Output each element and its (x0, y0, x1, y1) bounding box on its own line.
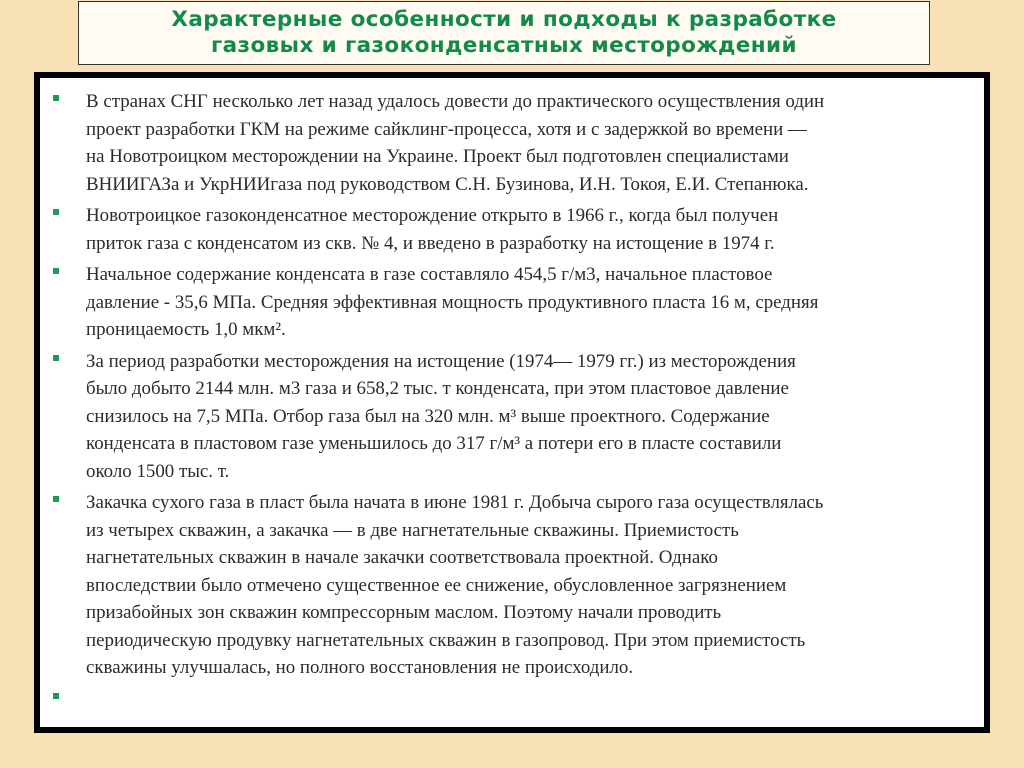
bullet-line: ВНИИГАЗа и УкрНИИгаза под руководством С.Н. Бузинова, И.Н. Токоя, Е.И. Степанюка. (86, 173, 809, 195)
bullet-line: на Новотроицком месторождении на Украине. Проект был подготовлен специалистами (86, 146, 789, 167)
bullet-line: снизилось на 7,5 МПа. Отбор газа был на 320 млн. м³ выше проектного. Содержание (86, 405, 770, 427)
bullet-line: Начальное содержание конденсата в газе составляло 454,5 г/м3, начальное пластовое (86, 264, 773, 285)
bullet-line: давление - 35,6 МПа. Средняя эффективная мощность продуктивного пласта 16 м, средняя (86, 291, 819, 313)
bullet-item-6-empty (40, 686, 974, 713)
bullet-line: скважины улучшалась, но полного восстановления не происходило. (86, 657, 634, 678)
bullet-text (86, 261, 974, 344)
bullet-list (40, 78, 984, 713)
bullet-line: проницаемость 1,0 мкм². (86, 319, 286, 340)
bullet-line: призабойных зон скважин компрессорным маслом. Поэтому начали проводить (86, 602, 722, 623)
bullet-marker-icon (53, 95, 59, 101)
bullet-marker-icon (53, 496, 59, 502)
bullet-item-4 (40, 348, 974, 486)
bullet-text (86, 348, 974, 486)
bullet-item-5 (40, 489, 974, 682)
bullet-text (86, 202, 974, 257)
bullet-line: периодическую продувку нагнетательных скважин в газопровод. При этом приемистость (86, 629, 806, 651)
slide-title (171, 7, 836, 59)
bullet-marker-icon (53, 693, 59, 699)
bullet-line: нагнетательных скважин в начале закачки соответствовала проектной. Однако (86, 547, 718, 568)
bullet-text (86, 88, 974, 198)
bullet-line: около 1500 тыс. т. (86, 460, 230, 482)
bullet-line (86, 686, 974, 713)
slide-title-line-2: газовых и газоконденсатных месторождений (211, 33, 797, 58)
bullet-line: За период разработки месторождения на истощение (1974— 1979 гг.) из месторождения (86, 350, 796, 372)
bullet-item-1 (40, 88, 974, 198)
bullet-line: приток газа с конденсатом из скв. № 4, и введено в разработку на истощение в 1974 г. (86, 232, 775, 254)
slide-title-line-1: Характерные особенности и подходы к разработке (171, 7, 837, 32)
bullet-line: конденсата в пластовом газе уменьшилось до 317 г/м³ а потери его в пласте составили (86, 433, 782, 454)
bullet-text (86, 489, 974, 682)
bullet-marker-icon (53, 209, 59, 215)
bullet-marker-icon (53, 268, 59, 274)
bullet-line: Закачка сухого газа в пласт была начата в июне 1981 г. Добыча сырого газа осуществлялась (86, 492, 824, 513)
bullet-item-3 (40, 261, 974, 344)
bullet-line: впоследствии было отмечено существенное ее снижение, обусловленное загрязнением (86, 574, 787, 596)
slide-title-box (78, 1, 930, 65)
bullet-line: проект разработки ГКМ на режиме сайклинг-процесса, хотя и с задержкой во времени — (86, 118, 807, 140)
bullet-line: было добыто 2144 млн. м3 газа и 658,2 тыс. т конденсата, при этом пластовое давление (86, 378, 789, 399)
bullet-item-2 (40, 202, 974, 257)
bullet-line: В странах СНГ несколько лет назад удалось довести до практического осуществления один (86, 91, 825, 112)
bullet-line: Новотроицкое газоконденсатное месторождение открыто в 1966 г., когда был получен (86, 205, 779, 226)
content-panel (34, 72, 990, 733)
bullet-text (86, 686, 974, 713)
bullet-marker-icon (53, 355, 59, 361)
bullet-line: из четырех скважин, а закачка — в две нагнетательные скважины. Приемистость (86, 519, 739, 541)
